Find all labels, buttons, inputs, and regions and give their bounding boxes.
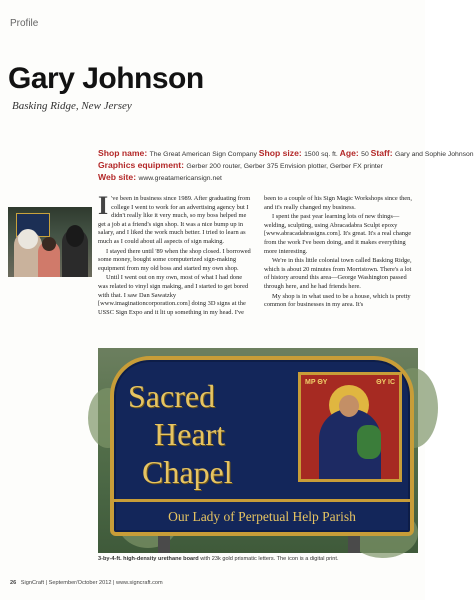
web-value: www.greatamericansign.net (138, 175, 222, 182)
drop-cap: I (98, 191, 109, 220)
article-body (98, 191, 418, 345)
icon-inscription-left: MP ΘY (305, 379, 328, 386)
facts-row-3: Web site: www.greatamericansign.net (98, 172, 222, 182)
profile-location: Basking Ridge, New Jersey (12, 100, 132, 112)
age-value: 50 (361, 151, 369, 158)
sign-photo (98, 348, 418, 553)
sign-line-sacred: Sacred (128, 378, 216, 414)
religious-icon-image (298, 372, 402, 482)
photo-caption (98, 556, 418, 563)
sign-line-chapel: Chapel (142, 454, 233, 490)
caption-bold: 3-by-4-ft. high-density urethane board (98, 556, 199, 562)
facts-row-1: Shop name: The Great American Sign Company Shop size: 1500 sq. ft. Age: 50 Staff: Gary and Sophie Johnson (98, 148, 474, 158)
page-number: 26 (10, 580, 17, 586)
staff-label: Staff (370, 148, 390, 158)
sign-banner: Our Lady of Perpetual Help Parish (114, 499, 410, 532)
person-sophie-head (66, 225, 84, 247)
paragraph-5: We're in this little colonial town called Basking Ridge, which is about 20 minutes from Morristown. There's a lot of history around this area—George Washington passed through here, and he had friends here. (264, 257, 412, 290)
portrait-photo (8, 207, 92, 277)
equipment-value: Gerber 200 router, Gerber 375 Envision plotter, Gerber FX printer (186, 163, 383, 170)
paragraph-1: I 've been in business since 1989. After graduating from college I went to work for an advertising agency but I didn't really like it very much, so my boss helped me get a job at a friend's sign shop. It was a nice bump up in salary, and I liked the work much better. I tried to learn as much as I could about all aspects of sign making. (98, 191, 251, 245)
paragraph-2: I stayed there until '89 when the shop closed. I borrowed some money, bought some computerized sign-making equipment from my old boss and started my own shop. (98, 247, 251, 272)
web-label: Web site (98, 172, 134, 182)
section-label: Profile (10, 18, 39, 29)
footer-text: SignCraft | September/October 2012 | www.signcraft.com (20, 580, 163, 586)
shop-name-label: Shop name (98, 148, 145, 158)
paragraph-3: Until I went out on my own, most of what I had done was related to vinyl sign making, and I started to get bored with that. I saw Dan Sawatzky [www.imaginationcorporation.com] doing 3D signs at the USSC Sign Expo and it lit up something in my head. I've been to a couple of his Sign Magic Workshops since then, and it's really changed my business. (98, 195, 412, 316)
caption-rest: with 23k gold prismatic letters. The icon is a digital print. (198, 556, 339, 562)
shop-name-value: The Great American Sign Company (149, 151, 257, 158)
chapel-sign-board (110, 356, 414, 536)
profile-name: Gary Johnson (8, 62, 204, 95)
sign-line-heart: Heart (154, 416, 226, 452)
shop-size-value: 1500 sq. ft. (304, 151, 338, 158)
icon-inscription-right: ΘY IC (376, 379, 395, 386)
staff-value: Gary and Sophie Johnson (394, 151, 474, 158)
equipment-label: Graphics equipment (98, 160, 182, 170)
shop-facts (98, 148, 474, 184)
age-label: Age (339, 148, 356, 158)
shop-size-label: Shop size (258, 148, 299, 158)
facts-row-2: Graphics equipment: Gerber 200 router, Gerber 375 Envision plotter, Gerber FX printer (98, 160, 383, 170)
person-gary-head (18, 229, 38, 249)
page-footer (10, 580, 163, 586)
paragraph-4: I spent the past year learning lots of new things—welding, sculpting, using Abracadabra Sculpt epoxy [www.abracadabrasigns.com]. It's great. It's a real change from the work I've been doing, and it makes everything more interesting. (264, 213, 412, 255)
person-child-head (42, 237, 56, 251)
paragraph-6: My shop is in what used to be a house, which is pretty common for businesses in my area. It's (264, 292, 411, 309)
